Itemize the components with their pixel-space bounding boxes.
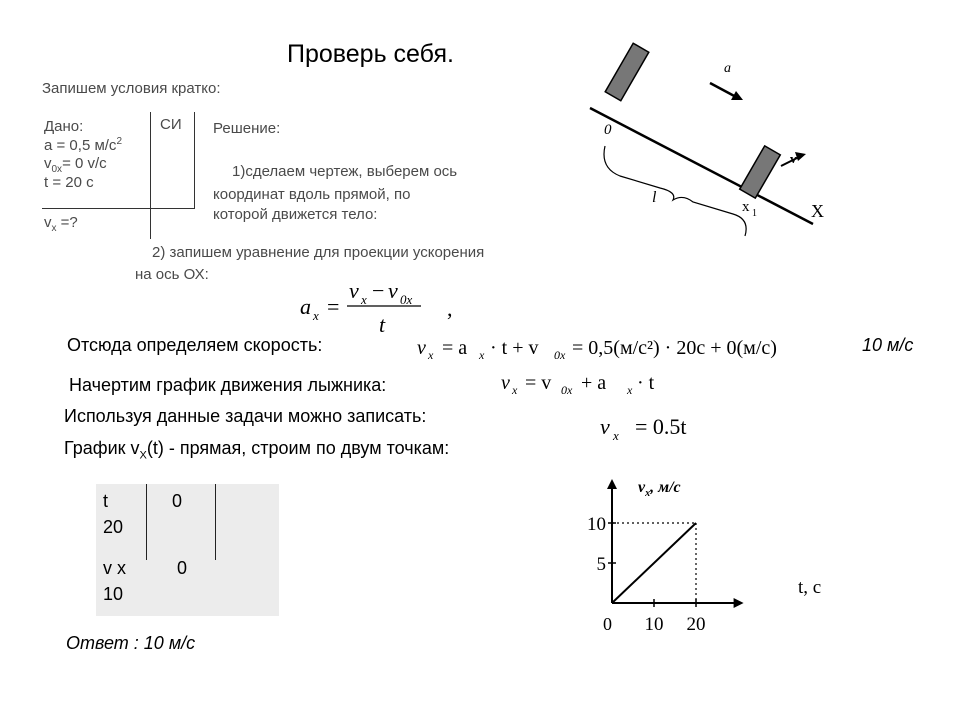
- task-line1: Используя данные задачи можно записать:: [64, 406, 427, 426]
- svg-text:v: v: [388, 278, 398, 303]
- slope-line: [590, 108, 813, 224]
- solution-step2-line2: на ось ОХ:: [135, 266, 209, 283]
- table-cell-v10: 10: [103, 584, 124, 604]
- chart-x-tick-label: 10: [644, 614, 664, 635]
- given-label: Дано:: [44, 118, 84, 135]
- conditions-heading: Запишем условия кратко:: [42, 80, 221, 97]
- svg-text:x: x: [428, 348, 434, 362]
- svg-text:a: a: [300, 294, 311, 319]
- page-title: Проверь себя.: [287, 40, 454, 68]
- chart-series: [612, 523, 696, 603]
- chart-y-axis-arrow: [607, 479, 617, 489]
- motion-formula: [497, 368, 667, 398]
- solution-step2-line1: 2) запишем уравнение для проекции ускорения: [152, 244, 485, 261]
- chart-x-tick-label: 20: [686, 614, 706, 635]
- si-label: СИ: [160, 116, 182, 133]
- velocity-time-chart: [587, 465, 860, 640]
- svg-text:x: x: [361, 292, 367, 307]
- svg-text:x: x: [613, 428, 619, 443]
- svg-text:v: v: [417, 337, 426, 359]
- slope-diagram: [585, 48, 845, 248]
- velocity-formula: [412, 330, 860, 364]
- svg-text:v: v: [501, 372, 510, 394]
- chart-y-tick-label: 5: [596, 554, 606, 575]
- given-divider-vertical: [150, 112, 151, 239]
- svg-text:= 0,5(м/c²) · 20c + 0(м/c): = 0,5(м/c²) · 20c + 0(м/c): [572, 337, 777, 359]
- final-skier: [740, 146, 781, 198]
- svg-text:x: x: [479, 348, 485, 362]
- task-formula: [597, 410, 717, 444]
- svg-text:= 0.5t: = 0.5t: [635, 414, 687, 439]
- svg-text:0: 0: [604, 122, 612, 138]
- si-divider-vertical: [194, 112, 195, 208]
- table-cell-v-label: v x: [103, 558, 127, 578]
- svg-text:v: v: [600, 414, 610, 439]
- velocity-arrow: [781, 151, 806, 166]
- svg-text:X: X: [811, 201, 824, 221]
- svg-text:a: a: [724, 61, 731, 76]
- initial-skier: [605, 43, 649, 100]
- svg-text:0x: 0x: [400, 292, 413, 307]
- table-cell-t-label: t: [103, 491, 109, 511]
- find-velocity: $v_x$ =?: [44, 214, 78, 234]
- chart-series-line: [612, 523, 696, 603]
- given-time: t = 20 c: [44, 174, 94, 191]
- svg-text:x: x: [313, 308, 319, 323]
- svg-text:,: ,: [447, 296, 453, 321]
- distance-brace: [604, 146, 746, 236]
- solution-step1-line1: 1)сделаем чертеж, выберем ось: [232, 163, 458, 180]
- svg-text:1: 1: [752, 208, 757, 219]
- solution-step1-line2: координат вдоль прямой, по: [213, 186, 411, 203]
- svg-text:· t: · t: [637, 372, 655, 394]
- svg-text:−: −: [372, 278, 385, 303]
- acceleration-arrow: [710, 61, 743, 100]
- table-divider-2: [215, 484, 216, 560]
- svg-text:0x: 0x: [554, 348, 566, 362]
- chart-x-label: t, c: [798, 577, 822, 598]
- solution-step1-line3: которой движется тело:: [213, 206, 378, 223]
- svg-text:· t + v: · t + v: [490, 337, 539, 359]
- chart-y-tick-label: 10: [587, 514, 606, 535]
- table-cell-t0: 0: [172, 491, 183, 511]
- svg-text:x: x: [742, 199, 750, 215]
- chart-origin-label: 0: [603, 614, 612, 634]
- velocity-label: Отсюда определяем скорость:: [67, 335, 323, 355]
- svg-text:x: x: [512, 383, 518, 397]
- svg-text:v: v: [790, 151, 797, 166]
- given-acceleration: a = 0,5 $м/c^2$: [44, 136, 122, 154]
- svg-text:v: v: [349, 278, 359, 303]
- answer: Ответ : 10 м/с: [66, 633, 196, 653]
- table-cell-v0: 0: [177, 558, 188, 578]
- svg-text:= a: = a: [442, 337, 468, 359]
- svg-text:+ a: + a: [581, 372, 607, 394]
- velocity-result: 10 м/с: [862, 335, 914, 355]
- given-divider-horizontal: [42, 208, 195, 209]
- svg-text:l: l: [652, 189, 657, 206]
- svg-text:= v: = v: [525, 372, 552, 394]
- task-line2: График $v_X(t)$ - прямая, строим по двум точкам:: [64, 438, 450, 462]
- table-divider-1: [146, 484, 147, 560]
- value-table: [96, 484, 279, 616]
- svg-text:t: t: [379, 312, 386, 337]
- graph-label: Начертим график движения лыжника:: [69, 375, 387, 395]
- given-initial-velocity: $v_{0x}= 0$ v/c: [44, 155, 107, 175]
- svg-text:x: x: [627, 383, 633, 397]
- chart-x-axis-arrow: [734, 598, 744, 608]
- svg-text:=: =: [327, 294, 340, 319]
- table-cell-t20: 20: [103, 517, 124, 537]
- solution-heading: Решение:: [213, 120, 281, 137]
- chart-y-label: $v_x$, м/с: [638, 479, 681, 499]
- svg-text:0x: 0x: [561, 383, 573, 397]
